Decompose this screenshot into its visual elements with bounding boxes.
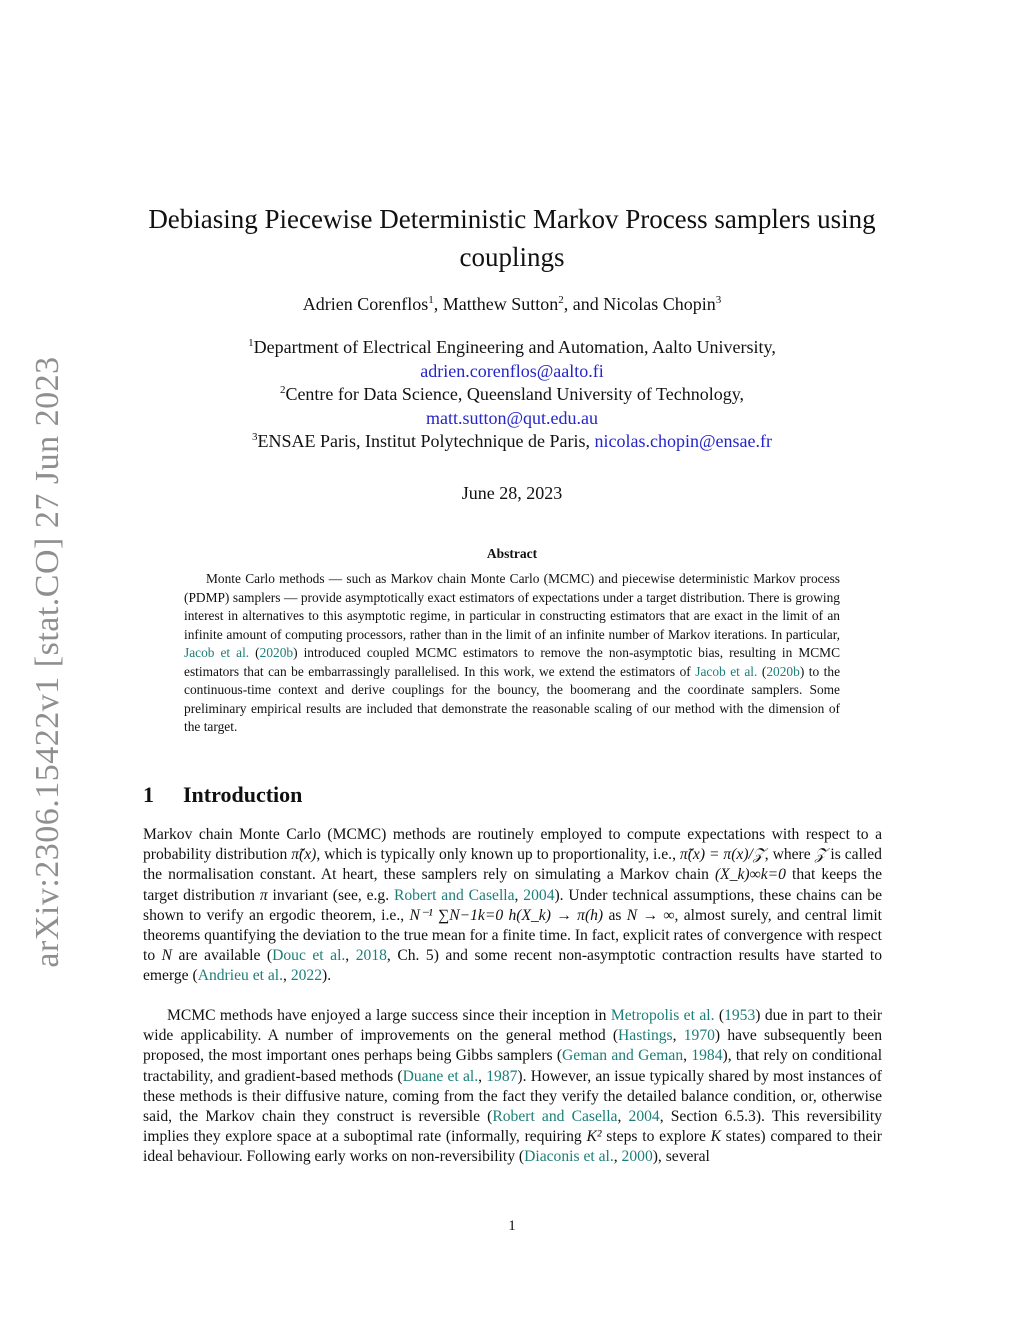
citation-link[interactable]: 2004: [523, 886, 555, 904]
citation-link[interactable]: 2004: [628, 1108, 660, 1126]
author-affil-marker: 1: [428, 294, 434, 306]
citation-link[interactable]: 1970: [683, 1027, 715, 1045]
citation-link[interactable]: 1987: [486, 1067, 518, 1085]
citation-link[interactable]: Hastings: [618, 1027, 673, 1045]
citation-link[interactable]: Robert and Casella: [393, 886, 515, 904]
body-text-run: invariant (see, e.g.: [267, 886, 394, 904]
email-link[interactable]: nicolas.chopin@ensae.fr: [594, 431, 772, 451]
author-list: [140, 294, 884, 315]
math-inline: (X_k)∞k=0: [714, 866, 786, 884]
author-affil-marker: 3: [715, 294, 722, 306]
author-separator: ,: [433, 294, 443, 314]
citation-link[interactable]: Duane et al.: [402, 1067, 479, 1085]
citation-link[interactable]: Diaconis et al.: [524, 1148, 614, 1166]
affiliation-line: [140, 407, 884, 431]
body-paragraph: [143, 1006, 882, 1168]
body-text-run: ,: [683, 1047, 692, 1065]
author-name: Matthew Sutton: [442, 294, 559, 314]
affiliation-line: [140, 430, 884, 454]
body-text-run: ,: [283, 967, 291, 985]
math-inline: N⁻¹ ∑N−1k=0 h(X_k) → π(h): [409, 906, 604, 924]
citation-link[interactable]: Andrieu et al.: [197, 967, 284, 985]
affiliation-marker: 3: [252, 431, 258, 443]
body-text-run: ) due in part to their wide applicability. A number of improvements on the general method (: [143, 1007, 883, 1045]
author-separator: , and: [563, 294, 604, 314]
body-text-run: ).: [322, 967, 332, 985]
body-text-run: , where: [764, 846, 815, 864]
body-text-run: ). However, an issue typically shared by most instances of these methods is their diffusive nature, coming from the fact they verify the detailed balance condition, or, otherwise said, the Markov chain they construct is reversible (: [143, 1067, 882, 1126]
citation-link[interactable]: Robert and Casella: [492, 1108, 618, 1126]
section-title: Introduction: [183, 782, 303, 807]
citation-link[interactable]: Jacob et al.: [184, 645, 250, 660]
abstract-text-run: ) to the continuous-time context and derive couplings for the bouncy, the boomerang and the coordinate samplers. Some preliminary empirical results are included that demonstrate the reasonable scaling of our method with the dimension of the target.: [184, 663, 841, 734]
email-link[interactable]: matt.sutton@qut.edu.au: [425, 407, 599, 428]
author-name: Adrien Corenflos: [302, 294, 429, 314]
paper-title: Debiasing Piecewise Deterministic Markov Process samplers using couplings: [148, 204, 876, 272]
body-paragraph: [143, 825, 882, 987]
affiliation-marker: 1: [248, 337, 254, 349]
affiliation-text: Department of Electrical Engineering and Automation, Aalto University,: [253, 337, 776, 357]
abstract-heading: Abstract: [486, 546, 538, 561]
body-text-run: ,: [478, 1067, 487, 1085]
body-text-run: ). Under technical assumptions, these chains can be shown to verify an ergodic theorem, i.e.,: [143, 886, 883, 924]
section-number: 1: [143, 782, 154, 807]
math-inline: K: [710, 1128, 722, 1146]
body-text-run: ,: [514, 886, 524, 904]
body-text-run: (: [714, 1007, 725, 1024]
body-text-run: ) have subsequently been proposed, the most important ones perhaps being Gibbs samplers (: [143, 1027, 883, 1065]
citation-link[interactable]: Geman and Geman: [562, 1047, 684, 1065]
body-text-run: ,: [672, 1027, 684, 1045]
paper-date: June 28, 2023: [461, 483, 563, 503]
body-text-run: are available (: [172, 947, 273, 965]
abstract-text-run: ) introduced coupled MCMC estimators to remove the non-asymptotic bias, resulting in MCMC estimators that can be embarrassingly parallelised. In this work, we extend the estimators of: [184, 645, 841, 679]
citation-link[interactable]: 1953: [724, 1007, 756, 1024]
abstract-text-run: Monte Carlo methods — such as Markov chain Monte Carlo (MCMC) and piecewise deterministic Markov process (PDMP) samplers — provide asymptotically exact estimators of expectations under a target distribution. There is growing interest in alternatives to this asymptotic regime, in particular in constructing estimators that are exact in the limit of an infinite amount of computing processors, rather than in the limit of an infinite number of Markov iterations. In particular,: [184, 571, 840, 642]
body-text-run: MCMC methods have enjoyed a large success since their inception in: [167, 1007, 611, 1024]
body-text-run: is called the normalisation constant. At heart, these samplers rely on simulating a Markov chain: [143, 846, 882, 884]
citation-link[interactable]: 2022: [290, 967, 322, 985]
body-text-run: ,: [345, 947, 356, 965]
body-text-run: , which is typically only known up to proportionality, i.e.,: [316, 846, 680, 864]
email-link[interactable]: adrien.corenflos@aalto.fi: [420, 360, 604, 381]
arxiv-identifier-stamp: arXiv:2306.15422v1 [stat.CO] 27 Jun 2023: [29, 356, 66, 968]
abstract-text-run: (: [249, 645, 260, 660]
citation-link[interactable]: 2020b: [259, 645, 294, 660]
body-text-run: ,: [617, 1108, 629, 1126]
body-text-run: as: [603, 906, 627, 924]
body-text-run: ), several: [652, 1148, 710, 1166]
citation-link[interactable]: 1984: [691, 1047, 723, 1065]
citation-link[interactable]: 2000: [621, 1148, 653, 1166]
affiliation-line: [140, 360, 884, 384]
citation-link[interactable]: Metropolis et al.: [610, 1007, 715, 1024]
affiliation-line: [140, 336, 884, 360]
abstract-text-run: (: [757, 663, 767, 679]
math-inline: π̃(x) = π(x)/𝒵: [679, 846, 765, 864]
math-inline: N → ∞: [626, 906, 675, 924]
page-number: 1: [508, 1218, 516, 1234]
section-heading: [143, 782, 302, 808]
math-inline: 𝒵: [814, 846, 827, 864]
citation-link[interactable]: Douc et al.: [272, 947, 346, 965]
citation-link[interactable]: Jacob et al.: [695, 663, 758, 679]
body-text-run: that keeps the target distribution: [143, 866, 882, 904]
affiliation-text: Centre for Data Science, Queensland University of Technology,: [285, 384, 745, 404]
author-name: Nicolas Chopin: [603, 294, 716, 314]
math-inline: π̃(x): [291, 846, 317, 864]
body-text-run: states) compared to their ideal behaviour. Following early works on non-reversibility (: [143, 1128, 882, 1166]
abstract-text: [184, 570, 840, 737]
affiliations-block: [140, 336, 884, 454]
body-text-run: steps to explore: [601, 1128, 711, 1146]
author-affil-marker: 2: [558, 294, 564, 306]
affiliation-line: [140, 383, 884, 407]
math-inline: K²: [586, 1128, 602, 1146]
body-text-run: ), that rely on conditional tractability, and gradient-based methods (: [143, 1047, 883, 1085]
affiliation-marker: 2: [279, 384, 286, 396]
citation-link[interactable]: 2020b: [766, 663, 800, 679]
math-inline: N: [161, 947, 173, 965]
math-inline: π: [259, 886, 268, 904]
affiliation-text: ENSAE Paris, Institut Polytechnique de Paris,: [257, 431, 595, 451]
body-text-run: , almost surely, and central limit theorems quantifying the deviation to the true mean for a finite time. In fact, explicit rates of convergence with respect to: [143, 906, 882, 965]
citation-link[interactable]: 2018: [355, 947, 387, 965]
body-text-run: Markov chain Monte Carlo (MCMC) methods are routinely employed to compute expectations with respect to a probability distribution: [143, 826, 882, 864]
body-text-run: , Ch. 5) and some recent non-asymptotic contraction results have started to emerge (: [143, 947, 883, 985]
body-text-run: , Section 6.5.3). This reversibility implies they explore space at a suboptimal rate (informally, requiring: [143, 1108, 882, 1146]
body-text-run: ,: [613, 1148, 622, 1166]
